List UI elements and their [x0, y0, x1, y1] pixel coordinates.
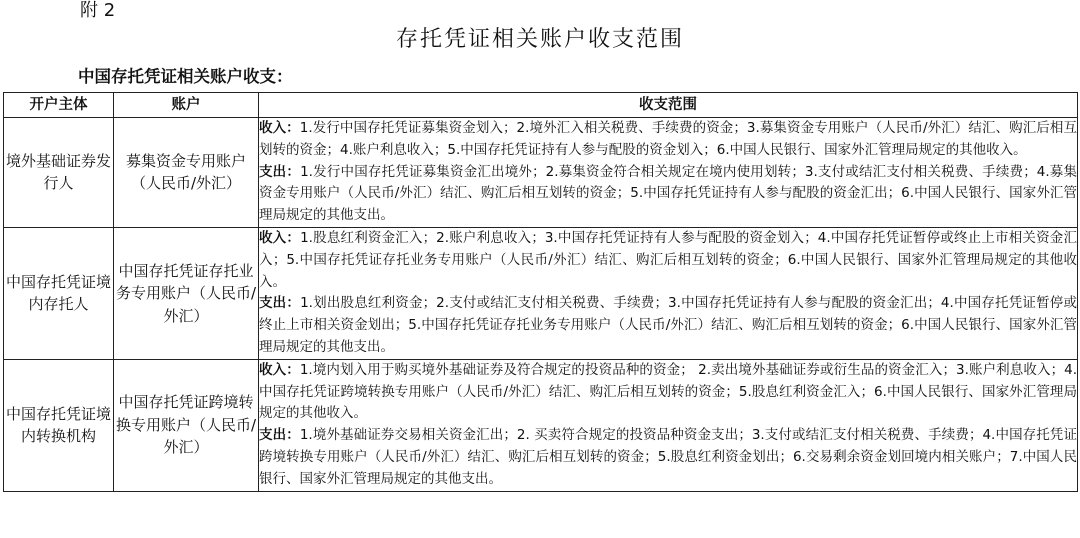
expense-text: 1.发行中国存托凭证募集资金汇出境外；2.募集资金符合相关规定在境内使用划转；3.支付或结汇支付相关税费、手续费；4.募集资金专用账户（人民币/外汇）结汇、购汇后相互划转的资金；5.中国存托凭证持有人参与配股的资金汇出；6.中国人民银行、国家外汇管理局规定的其他支出。 [259, 163, 1077, 224]
entity-cell: 中国存托凭证境内存托人 [4, 227, 114, 359]
expense-paragraph [259, 293, 1077, 358]
income-label: 收入： [259, 361, 300, 378]
income-text: 1.股息红利资金汇入；2.账户利息收入；3.中国存托凭证持有人参与配股的资金划入；4.中国存托凭证暂停或终止上市相关资金汇入；5.中国存托凭证存托业务专用账户（人民币/外汇）结汇、购汇后相互划转的资金；6.中国人民银行、国家外汇管理局规定的其他收入。 [259, 229, 1077, 290]
expense-label: 支出： [259, 163, 301, 180]
page-title: 存托凭证相关账户收支范围 [395, 27, 684, 52]
scope-cell [259, 227, 1078, 359]
income-text: 1.境内划入用于购买境外基础证券及符合规定的投资品种的资金； 2.卖出境外基础证券或衍生品的资金汇入；3.账户利息收入；4.中国存托凭证跨境转换专用账户（人民币/外汇）结汇、购汇后相互划转的资金；5.股息红利资金汇入；6.中国人民银行、国家外汇管理局规定的其他收入。 [259, 361, 1078, 422]
income-label: 收入： [259, 229, 301, 246]
annex-label: 附 2 [80, 0, 116, 21]
account-cell: 募集资金专用账户（人民币/外汇） [114, 118, 259, 228]
entity-cell: 中国存托凭证境内转换机构 [4, 359, 114, 491]
table-row [4, 227, 1078, 359]
income-paragraph [259, 360, 1077, 425]
income-text: 1.发行中国存托凭证募集资金划入；2.境外汇入相关税费、手续费的资金；3.募集资金专用账户（人民币/外汇）结汇、购汇后相互划转的资金；4.账户利息收入；5.中国存托凭证持有人参与配股的资金划入；6.中国人民银行、国家外汇管理局规定的其他收入。 [259, 120, 1077, 158]
table-row [4, 118, 1078, 228]
income-paragraph [259, 228, 1077, 293]
account-cell: 中国存托凭证跨境转换专用账户（人民币/外汇） [114, 359, 259, 491]
header-scope: 收支范围 [259, 93, 1078, 118]
income-paragraph [259, 118, 1077, 162]
entity-cell: 境外基础证券发行人 [4, 118, 114, 228]
expense-paragraph [259, 162, 1077, 227]
header-entity: 开户主体 [4, 93, 114, 118]
scope-cell [259, 118, 1078, 228]
table-header-row [4, 93, 1078, 118]
table-header [4, 93, 1078, 118]
expense-label: 支出： [259, 427, 300, 444]
section-subtitle: 中国存托凭证相关账户收支： [78, 67, 293, 86]
account-cell: 中国存托凭证存托业务专用账户（人民币/外汇） [114, 227, 259, 359]
header-account: 账户 [114, 93, 259, 118]
expense-paragraph [259, 425, 1077, 490]
expense-text: 1.划出股息红利资金；2.支付或结汇支付相关税费、手续费；3.中国存托凭证持有人参与配股的资金汇出；4.中国存托凭证暂停或终止上市相关资金划出；5.中国存托凭证存托业务专用账户（人民币/外汇）结汇、购汇后相互划转的资金；6.中国人民银行、国家外汇管理局规定的其他支出。 [259, 295, 1077, 355]
income-label: 收入： [259, 120, 300, 136]
scope-cell [259, 359, 1078, 491]
expense-label: 支出： [259, 295, 301, 312]
account-scope-table [3, 92, 1078, 492]
table-row [4, 359, 1078, 491]
expense-text: 1.境外基础证券交易相关资金汇出；2. 买卖符合规定的投资品种资金支出；3.支付或结汇支付相关税费、手续费；4.中国存托凭证跨境转换专用账户（人民币/外汇）结汇、购汇后相互划转的资金；5.股息红利资金划出；6.交易剩余资金划回境内相关账户；7.中国人民银行、国家外汇管理局规定的其他支出。 [259, 427, 1078, 487]
